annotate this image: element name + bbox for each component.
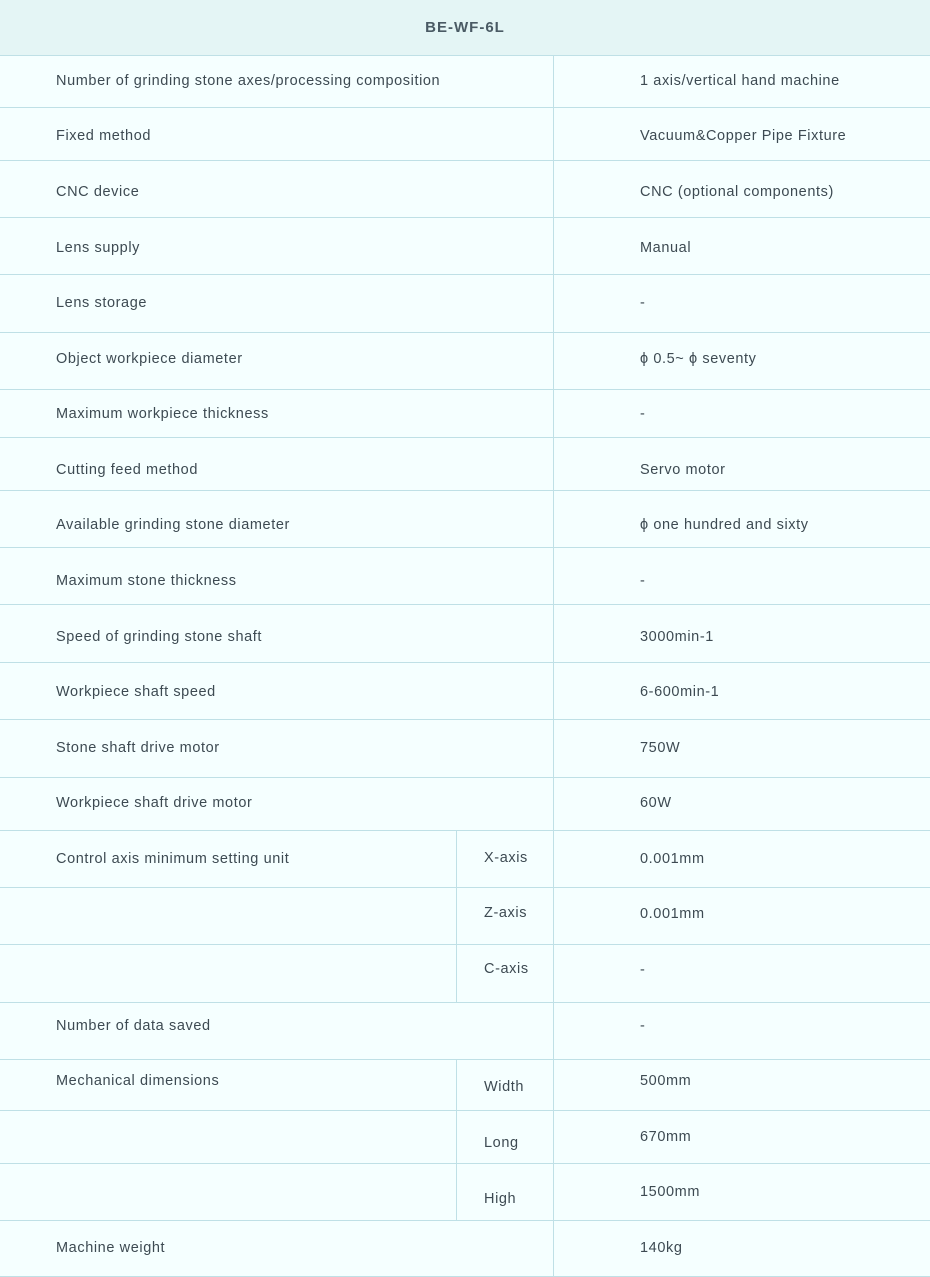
row-label: Maximum stone thickness <box>56 573 237 589</box>
row-sub-label: High <box>484 1191 517 1207</box>
row-divider <box>0 662 930 663</box>
row-label: Object workpiece diameter <box>56 351 243 367</box>
row-sub-label: C-axis <box>484 961 529 977</box>
row-divider <box>0 604 930 605</box>
row-value: Vacuum&Copper Pipe Fixture <box>640 128 847 144</box>
row-value: 0.001mm <box>640 906 705 922</box>
row-value: 3000min-1 <box>640 629 714 645</box>
row-label: Machine weight <box>56 1240 166 1256</box>
row-value: 750W <box>640 740 681 756</box>
row-divider <box>0 830 930 831</box>
row-divider <box>0 777 930 778</box>
row-divider <box>0 1002 930 1003</box>
row-value: CNC (optional components) <box>640 184 834 200</box>
row-divider <box>0 217 930 218</box>
row-value: ϕ 0.5~ ϕ seventy <box>640 351 757 367</box>
row-divider <box>0 887 930 888</box>
sub-column-divider <box>456 830 457 1002</box>
row-divider <box>0 719 930 720</box>
sub-column-divider <box>456 1059 457 1220</box>
row-label: Cutting feed method <box>56 462 198 478</box>
row-divider <box>0 437 930 438</box>
row-label: Number of data saved <box>56 1018 211 1034</box>
row-value: 1 axis/vertical hand machine <box>640 73 840 89</box>
row-label: Stone shaft drive motor <box>56 740 220 756</box>
row-value: 500mm <box>640 1073 692 1089</box>
model-title: BE-WF-6L <box>425 19 505 36</box>
row-label: Speed of grinding stone shaft <box>56 629 263 645</box>
row-label: Lens storage <box>56 295 148 311</box>
column-divider <box>553 55 554 1277</box>
row-value: - <box>640 962 646 978</box>
row-value: Manual <box>640 240 692 256</box>
row-sub-label: X-axis <box>484 850 528 866</box>
row-divider <box>0 547 930 548</box>
row-value: - <box>640 1018 646 1034</box>
row-value: - <box>640 406 646 422</box>
row-sub-label: Width <box>484 1079 525 1095</box>
row-label: Mechanical dimensions <box>56 1073 220 1089</box>
row-label: Number of grinding stone axes/processing composition <box>56 73 441 89</box>
row-label: Available grinding stone diameter <box>56 517 290 533</box>
row-label: CNC device <box>56 184 140 200</box>
table-header <box>0 0 930 56</box>
row-divider <box>0 1163 930 1164</box>
row-divider <box>0 1220 930 1221</box>
row-divider <box>0 107 930 108</box>
row-value: ϕ one hundred and sixty <box>640 517 809 533</box>
row-label: Control axis minimum setting unit <box>56 851 290 867</box>
row-divider <box>0 332 930 333</box>
row-value: - <box>640 295 646 311</box>
row-divider <box>0 944 930 945</box>
row-value: Servo motor <box>640 462 726 478</box>
row-divider <box>0 1110 930 1111</box>
row-divider <box>0 490 930 491</box>
row-label: Workpiece shaft speed <box>56 684 216 700</box>
row-value: 1500mm <box>640 1184 701 1200</box>
row-label: Maximum workpiece thickness <box>56 406 269 422</box>
row-label: Fixed method <box>56 128 152 144</box>
row-value: 60W <box>640 795 672 811</box>
row-divider <box>0 389 930 390</box>
row-value: 140kg <box>640 1240 683 1256</box>
row-divider <box>0 1059 930 1060</box>
row-label: Workpiece shaft drive motor <box>56 795 253 811</box>
row-sub-label: Long <box>484 1135 519 1151</box>
row-divider <box>0 160 930 161</box>
row-value: 670mm <box>640 1129 692 1145</box>
row-divider <box>0 274 930 275</box>
row-label: Lens supply <box>56 240 140 256</box>
row-value: 6-600min-1 <box>640 684 720 700</box>
row-value: 0.001mm <box>640 851 705 867</box>
row-value: - <box>640 573 646 589</box>
row-sub-label: Z-axis <box>484 905 528 921</box>
